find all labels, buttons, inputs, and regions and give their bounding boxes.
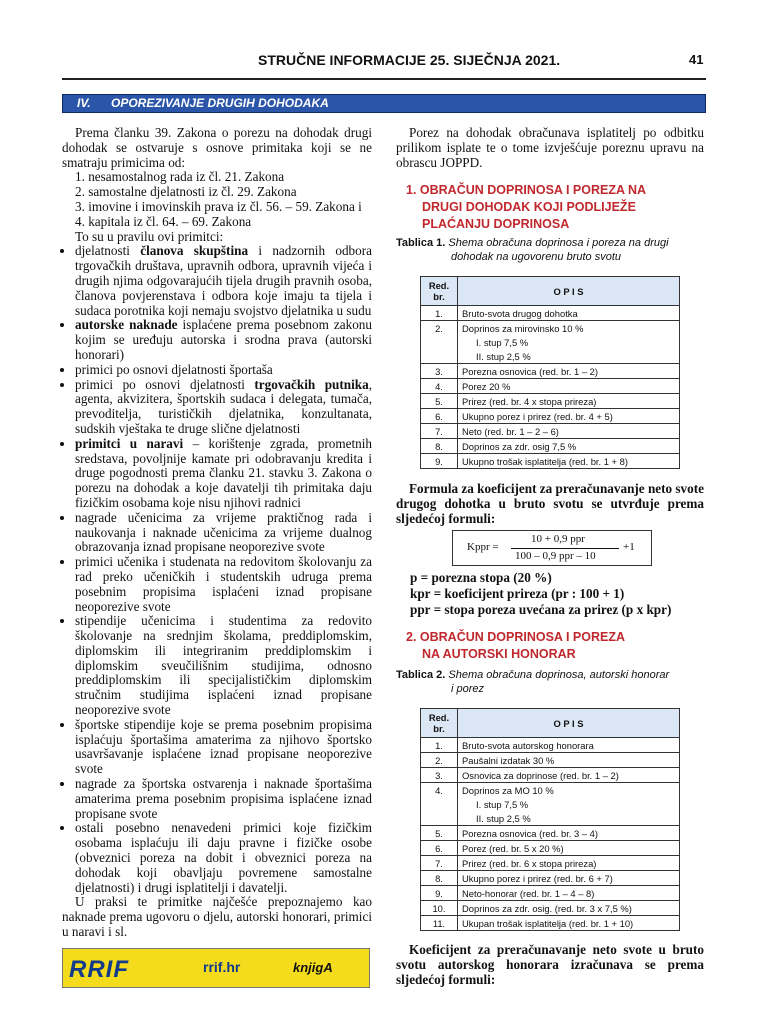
- row-number: 9.: [421, 886, 458, 901]
- bullet-item: • športske stipendije koje se prema posebnim propisima isplaćuju športašima amaterima za njihovo športsko usavršavanje isplaćene iznad propisane neoporezive svote: [75, 718, 372, 777]
- bullet-item: • nagrade učenicima za vrijeme praktičnog rada i naukovanja i naknade učenicima za vrijeme dualnog obrazovanja iznad propisane neoporezive svote: [75, 511, 372, 555]
- left-column: [62, 126, 372, 940]
- row-description: Prirez (red. br. 6 x stopa prireza): [458, 856, 680, 871]
- row-number: 6.: [421, 841, 458, 856]
- left-intro: Prema članku 39. Zakona o porezu na dohodak drugi dohodak se ostvaruje s osnove primitaka koji se ne smatraju primicima od:: [62, 125, 372, 170]
- row-number: 1.: [421, 738, 458, 753]
- row-number: 2.: [421, 321, 458, 336]
- bullet-item: • primici po osnovi djelatnosti športaša: [75, 363, 372, 378]
- section-title: OPOREZIVANJE DRUGIH DOHODAKA: [111, 96, 329, 110]
- row-description: Porezna osnovica (red. br. 3 – 4): [458, 826, 680, 841]
- income-bullet-list: [62, 244, 372, 895]
- row-description: Paušalni izdatak 30 %: [458, 753, 680, 768]
- row-description: Porezna osnovica (red. br. 1 – 2): [458, 364, 680, 379]
- formula-denominator: 100 – 0,9 ppr – 10: [515, 550, 596, 562]
- row-number: [421, 811, 458, 826]
- numbered-item: 2. samostalne djelatnosti iz čl. 29. Zakona: [75, 184, 297, 200]
- table-1-caption: Tablica 1. Shema obračuna doprinosa i poreza na drugi dohodak na ugovorenu bruto svotu: [396, 237, 669, 263]
- table-row: [421, 424, 680, 439]
- row-number: 7.: [421, 424, 458, 439]
- row-description: Ukupno trošak isplatitelja (red. br. 1 + 8): [458, 454, 680, 469]
- page-number: 41: [689, 52, 704, 67]
- table-row: [421, 439, 680, 454]
- numbered-item: 3. imovine i imovinskih prava iz čl. 56. – 59. Zakona i: [75, 198, 362, 214]
- bullet-item: • primitci u naravi – korištenje zgrada, prometnih sredstava, povoljnije kamate pri odobravanju kredita i druge pogodnosti prema članku 21. stavku 3. Zakona o porezu na dohodak a koje davatelji tih primitaka daju fizičkim osobama koje nisu njihovi radnici: [75, 437, 372, 511]
- running-header: STRUČNE INFORMACIJE 25. SIJEČNJA 2021.: [258, 52, 561, 68]
- bullet-item: • primici učenika i studenata na redovitom školovanju za rad preko učeničkih i studentskih udruga prema posebnim propisima isplaćeni iznad propisane neoporezive svote: [75, 555, 372, 614]
- formula-definitions: p = porezna stopa (20 %) kpr = koeficijent prireza (pr : 100 + 1) ppr = stopa poreza uvećana za prirez (p x kpr): [410, 570, 672, 617]
- row-number: 1.: [421, 306, 458, 321]
- left-closing: U praksi te primitke najčešće prepoznajemo kao naknade prema ugovoru o djelu, autorski honorari, primici u naravi i sl.: [62, 894, 372, 940]
- bullet-item: • stipendije učenicima i studentima za redovito školovanje na srednjim školama, preddiplomskim, diplomskim ili integriranim preddiplomskim i diplomskim sveučilišnim studijima, odnosno preddiplomskim ili specijalističkim diplomskim stručnim studijima isplaćeni iznad propisane neoporezive svote: [75, 614, 372, 718]
- table-2: [420, 708, 680, 931]
- table-row: [421, 797, 680, 811]
- section-heading-bar: [62, 94, 706, 113]
- row-number: [421, 349, 458, 364]
- row-description: Prirez (red. br. 4 x stopa prireza): [458, 394, 680, 409]
- row-number: 5.: [421, 394, 458, 409]
- row-number: 9.: [421, 454, 458, 469]
- row-number: 11.: [421, 916, 458, 931]
- numbered-item: 1. nesamostalnog rada iz čl. 21. Zakona: [75, 169, 285, 185]
- table-header-row: Red. br. O P I S: [421, 709, 680, 738]
- table-row: [421, 856, 680, 871]
- fraction-bar: [511, 548, 619, 549]
- table-2-caption: Tablica 2. Shema obračuna doprinosa, autorski honorar i porez: [396, 669, 670, 695]
- list-lead: To su u pravilu ovi primitci:: [75, 228, 224, 244]
- formula-box: [452, 530, 652, 566]
- table-row: [421, 841, 680, 856]
- numbered-item: 4. kapitala iz čl. 64. – 69. Zakona: [75, 213, 252, 229]
- row-number: 6.: [421, 409, 458, 424]
- row-description: Ukupan trošak isplatitelja (red. br. 1 + 10): [458, 916, 680, 931]
- right-intro: Porez na dohodak obračunava isplatitelj po odbitku prilikom isplate te o tome izvješćuje poreznu upravu na obrascu JOPPD.: [396, 125, 704, 170]
- row-description: Bruto-svota drugog dohotka: [458, 306, 680, 321]
- table-row: [421, 916, 680, 931]
- row-description: Ukupno porez i prirez (red. br. 4 + 5): [458, 409, 680, 424]
- table-row: [421, 321, 680, 336]
- table-row: [421, 738, 680, 753]
- formula-rhs: +1: [623, 541, 635, 553]
- table-header-row: Red. br. O P I S: [421, 277, 680, 306]
- row-description: Ukupno porez i prirez (red. br. 6 + 7): [458, 871, 680, 886]
- table-row: [421, 379, 680, 394]
- row-number: 7.: [421, 856, 458, 871]
- row-number: 3.: [421, 364, 458, 379]
- right-closing: Koeficijent za preračunavanje neto svote u bruto svotu autorskog honorara izračunava se prema sljedećoj formuli:: [396, 942, 704, 987]
- table-row: [421, 349, 680, 364]
- table-row: [421, 871, 680, 886]
- row-description: II. stup 2,5 %: [458, 811, 680, 826]
- row-description: Bruto-svota autorskog honorara: [458, 738, 680, 753]
- row-description: Osnovica za doprinose (red. br. 1 – 2): [458, 768, 680, 783]
- table-row: [421, 826, 680, 841]
- website-link[interactable]: rrif.hr: [203, 959, 241, 975]
- row-number: [421, 335, 458, 349]
- row-description: II. stup 2,5 %: [458, 349, 680, 364]
- bullet-item: • autorske naknade isplaćene prema posebnom zakonu kojim se uređuju autorska i srodna prava (autorski honorari): [75, 318, 372, 362]
- knjiga-logo: knjigA: [293, 960, 333, 975]
- table-row: [421, 886, 680, 901]
- table-row: [421, 306, 680, 321]
- row-description: Doprinos za zdr. osig. (red. br. 3 x 7,5 %): [458, 901, 680, 916]
- section-number: IV.: [77, 96, 91, 110]
- table-row: [421, 768, 680, 783]
- table-row: [421, 454, 680, 469]
- row-description: I. stup 7,5 %: [458, 797, 680, 811]
- row-number: 8.: [421, 439, 458, 454]
- table-row: [421, 394, 680, 409]
- heading-2: 2. OBRAČUN DOPRINOSA I POREZA NA AUTORSKI HONORAR: [406, 630, 626, 661]
- formula-numerator: 10 + 0,9 ppr: [531, 533, 585, 545]
- row-description: I. stup 7,5 %: [458, 335, 680, 349]
- row-number: 5.: [421, 826, 458, 841]
- row-number: 10.: [421, 901, 458, 916]
- row-number: 4.: [421, 783, 458, 798]
- table-1: [420, 276, 680, 469]
- bullet-item: • nagrade za športska ostvarenja i naknade športašima amaterima prema posebnim propisima isplaćene iznad propisane svote: [75, 777, 372, 821]
- row-number: 4.: [421, 379, 458, 394]
- row-description: Doprinos za zdr. osig 7,5 %: [458, 439, 680, 454]
- table-row: [421, 753, 680, 768]
- table-row: [421, 901, 680, 916]
- bullet-item: • djelatnosti članova skupština i nadzornih odbora trgovačkih društava, upravnih odbora, upravnih vijeća i drugih njima odgovarajućih tijela drugih pravnih osoba, članova povjerenstava i odbora koje imaju ta tijela i sudaca porotnika koji nemaju svojstvo djelatnika u sudu: [75, 244, 372, 318]
- row-description: Neto (red. br. 1 – 2 – 6): [458, 424, 680, 439]
- heading-1: 1. OBRAČUN DOPRINOSA I POREZA NA DRUGI DOHODAK KOJI PODLIJEŽE PLAĆANJU DOPRINOSA: [406, 183, 647, 231]
- table-row: [421, 335, 680, 349]
- row-description: Porez 20 %: [458, 379, 680, 394]
- header-rule: [62, 78, 706, 80]
- formula-lhs: Kppr =: [467, 541, 499, 553]
- table-row: [421, 811, 680, 826]
- row-number: 2.: [421, 753, 458, 768]
- row-number: [421, 797, 458, 811]
- table-row: [421, 783, 680, 798]
- row-description: Porez (red. br. 5 x 20 %): [458, 841, 680, 856]
- table-row: [421, 409, 680, 424]
- bullet-item: • primici po osnovi djelatnosti trgovačkih putnika, agenta, akvizitera, športskih sudaca i delegata, tumača, prevoditelja, turističkih djelatnika, konzultanata, sudskih vještaka te druge slične djelatnosti: [75, 378, 372, 437]
- row-number: 8.: [421, 871, 458, 886]
- table-row: [421, 364, 680, 379]
- row-description: Neto-honorar (red. br. 1 – 4 – 8): [458, 886, 680, 901]
- row-number: 3.: [421, 768, 458, 783]
- numbered-list: [62, 170, 372, 229]
- formula-intro: Formula za koeficijent za preračunavanje neto svote drugog dohotka u bruto svotu se utvrđuje prema sljedećoj formuli:: [396, 481, 704, 526]
- footer-banner: [62, 948, 370, 988]
- row-description: Doprinos za mirovinsko 10 %: [458, 321, 680, 336]
- bullet-item: • ostali posebno nenavedeni primici koje fizičkim osobama isplaćuju ili daju pravne i fizičke osobe (obveznici poreza na dobit i obveznici poreza na dohodak koji obavljaju povremene samostalne djelatnosti) i drugi isplatitelji i davatelji.: [75, 821, 372, 895]
- rrif-logo: RRIF: [69, 956, 129, 983]
- row-description: Doprinos za MO 10 %: [458, 783, 680, 798]
